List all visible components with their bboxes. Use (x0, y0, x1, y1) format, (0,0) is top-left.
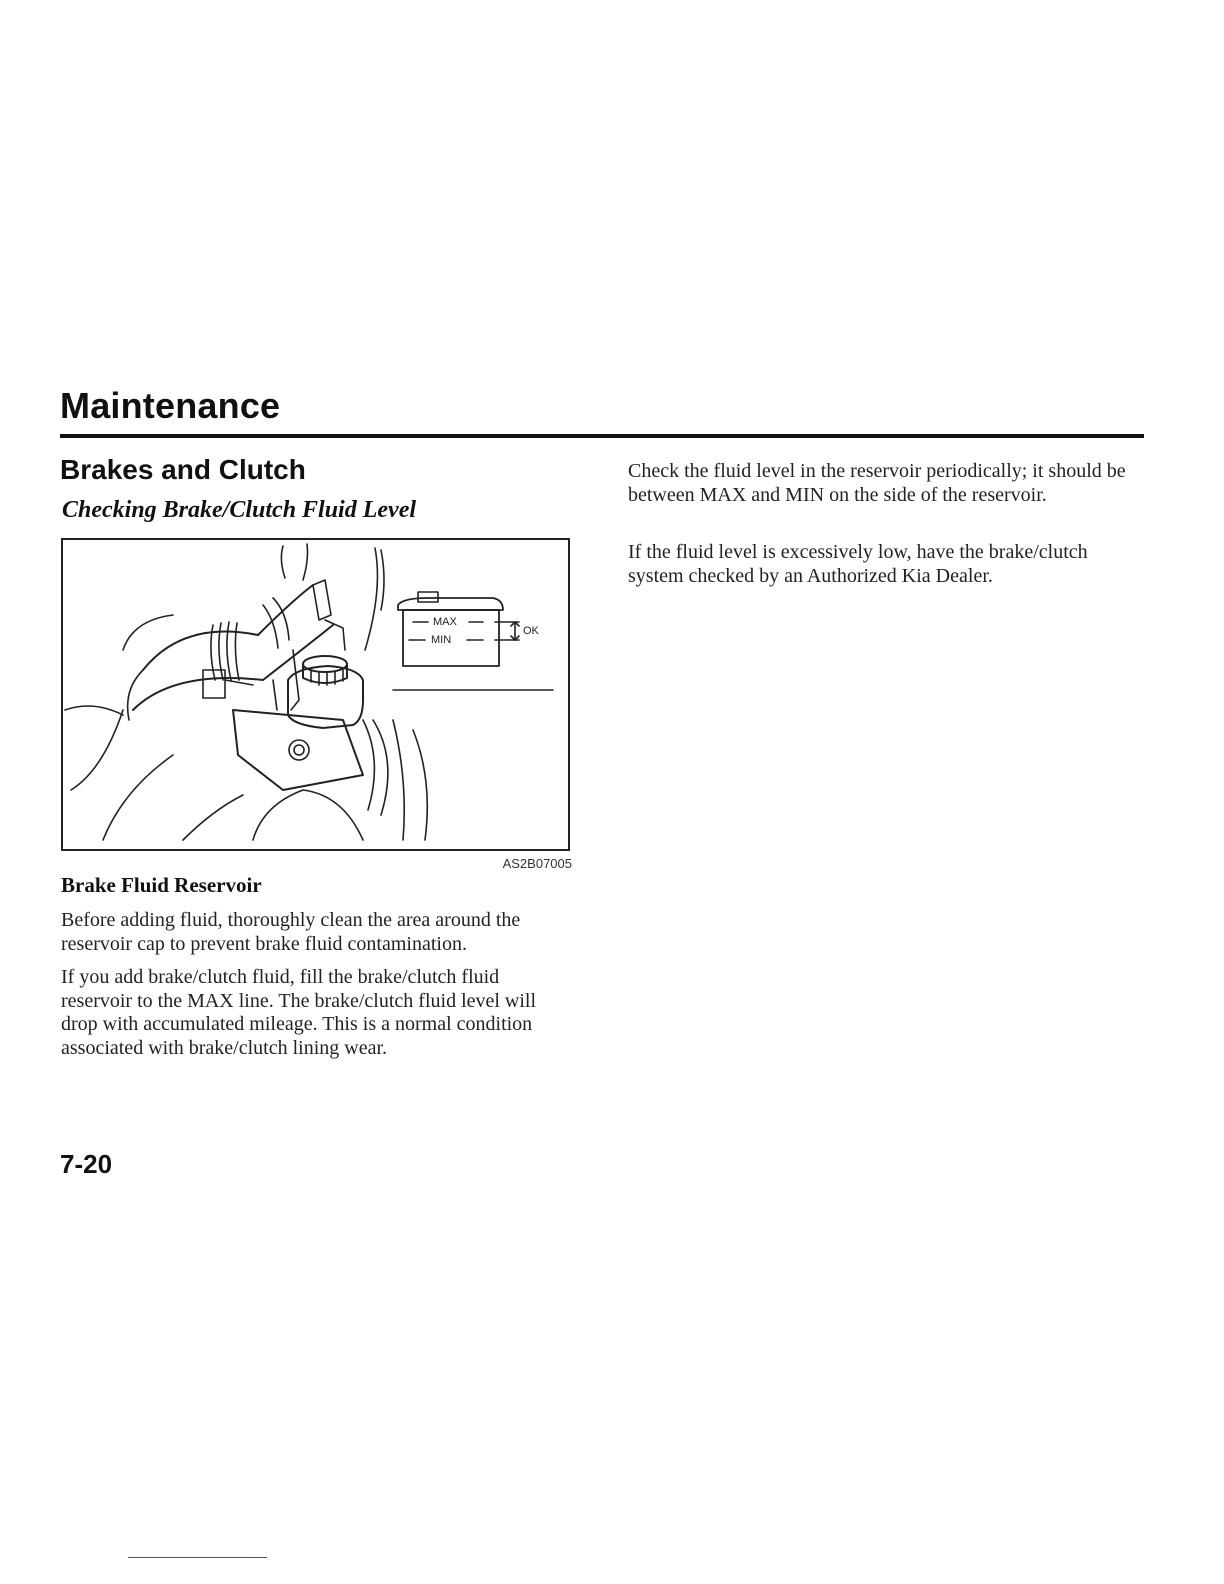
bottom-rule (128, 1557, 267, 1558)
reservoir-cap (303, 656, 347, 672)
chapter-divider (60, 434, 1144, 438)
paragraph-add-fluid: If you add brake/clutch fluid, fill the brake/clutch fluid reservoir to the MAX line. The brake/clutch fluid level will drop with accumulated mileage. This is a normal condition associated with brake/clutch lining wear. (61, 966, 537, 1059)
max-min-inset (398, 592, 519, 666)
paragraph-clean-area: Before adding fluid, thoroughly clean the area around the reservoir cap to prevent brake fluid contamination. (61, 909, 521, 955)
paragraph-check-level: Check the fluid level in the reservoir periodically; it should be between MAX and MIN on the side of the reservoir. (628, 460, 1126, 506)
min-label: MIN (431, 634, 452, 646)
figure-caption: Brake Fluid Reservoir (61, 873, 262, 897)
engine-line (71, 710, 123, 790)
paragraph-low-level: If the fluid level is excessively low, have the brake/clutch system checked by an Authorized Kia Dealer. (628, 541, 1088, 587)
section-title: Brakes and Clutch (60, 454, 306, 485)
page-number: 7-20 (60, 1149, 113, 1179)
brake-fluid-reservoir-illustration (61, 538, 570, 851)
figure-code: AS2B07005 (502, 856, 572, 871)
ok-label: OK (523, 625, 539, 637)
max-label: MAX (433, 616, 457, 628)
subsection-title: Checking Brake/Clutch Fluid Level (62, 497, 417, 523)
chapter-title: Maintenance (60, 385, 281, 426)
